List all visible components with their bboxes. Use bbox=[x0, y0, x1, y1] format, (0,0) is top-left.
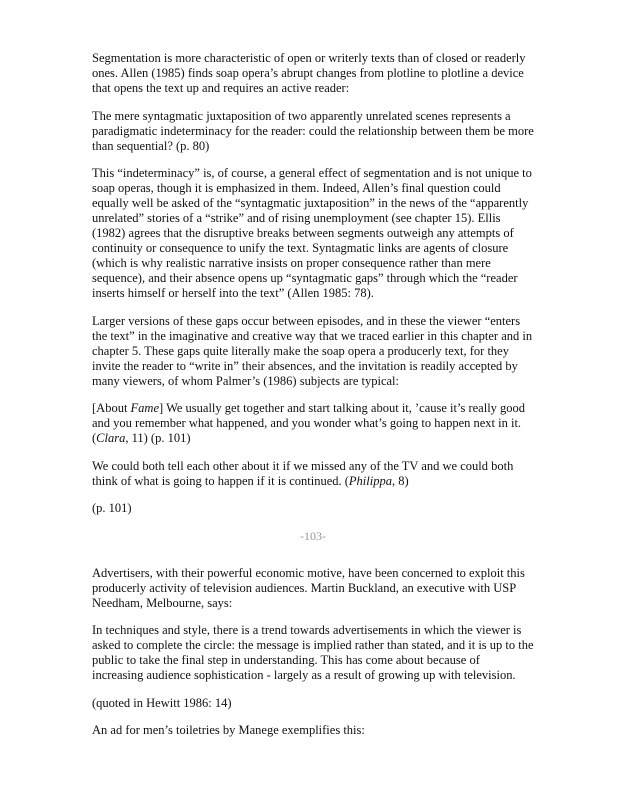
block-quote-philippa bbox=[92, 459, 534, 489]
block-quote-allen: The mere syntagmatic juxtaposition of two apparently unrelated scenes represents a paradigmatic indeterminacy for the reader: could the relationship between them be more than sequential? (p. 80) bbox=[92, 108, 534, 153]
block-quote-fame bbox=[92, 401, 534, 446]
block-quote-buckland: In techniques and style, there is a trend towards advertisements in which the viewer is asked to complete the circle: the message is implied rather than stated, and it is up to the public to take the final step in understanding. This has come about because of increasing audience sophistication - largely as a result of growing up with television. bbox=[92, 623, 534, 682]
quote-philippa-end: , 8) bbox=[391, 473, 409, 488]
quote-fame-start: [About bbox=[92, 401, 131, 415]
quote-philippa-start: We could both tell each other about it if we missed any of the TV and we could both think of what is going to happen if it is continued. ( bbox=[92, 458, 514, 488]
title-fame: Fame bbox=[130, 401, 160, 415]
page-number: -103- bbox=[300, 528, 326, 543]
paragraph-segmentation: Segmentation is more characteristic of open or writerly texts than of closed or readerly ones. Allen (1985) finds soap opera’s abrupt changes from plotline to plotline a device that opens the text up and requires an active reader: bbox=[92, 51, 526, 95]
paragraph-indeterminacy: This “indeterminacy” is, of course, a general effect of segmentation and is not unique to soap operas, though it is emphasized in them. Indeed, Allen’s final question could equally well be asked of the “syntagmatic juxtaposition” in the news of the “apparently unrelated” stories of a “strike” and of rising unemployment (see chapter 15). Ellis (1982) agrees that the disruptive breaks between segments outweigh any attempts of continuity or consequence to unify the text. Syntagmatic links are agents of closure (which is why realistic narrative insists on proper consequence rather than mere sequence), and their absence opens up “syntagmatic gaps” through which the “reader inserts himself or herself into the text” (Allen 1985: 78). bbox=[92, 166, 532, 300]
quote-fame-end: , 11) (p. 101) bbox=[125, 431, 191, 445]
document-page bbox=[92, 51, 534, 751]
citation-hewitt: (quoted in Hewitt 1986: 14) bbox=[92, 695, 232, 710]
paragraph-advertisers: Advertisers, with their powerful economic motive, have been concerned to exploit this producerly activity of television audiences. Martin Buckland, an executive with USP Needham, Melbourne, says: bbox=[92, 565, 525, 610]
name-clara: Clara bbox=[96, 431, 126, 445]
citation-p101: (p. 101) bbox=[92, 501, 132, 515]
name-philippa: Philippa bbox=[348, 473, 392, 488]
paragraph-manege: An ad for men’s toiletries by Manege exemplifies this: bbox=[92, 723, 365, 737]
quote-fame-mid: ] We usually get together and start talking about it, ’cause it’s really good and you remember what happened, and you wonder what’s going to happen next in it. ( bbox=[92, 401, 526, 445]
paragraph-larger-gaps: Larger versions of these gaps occur between episodes, and in these the viewer “enters the text” in the imaginative and creative way that we traced earlier in this chapter and in chapter 5. These gaps quite literally make the soap opera a producerly text, for they invite the reader to “write in” their absences, and the invitation is readily accepted by many viewers, of whom Palmer’s (1986) subjects are typical: bbox=[92, 313, 533, 388]
